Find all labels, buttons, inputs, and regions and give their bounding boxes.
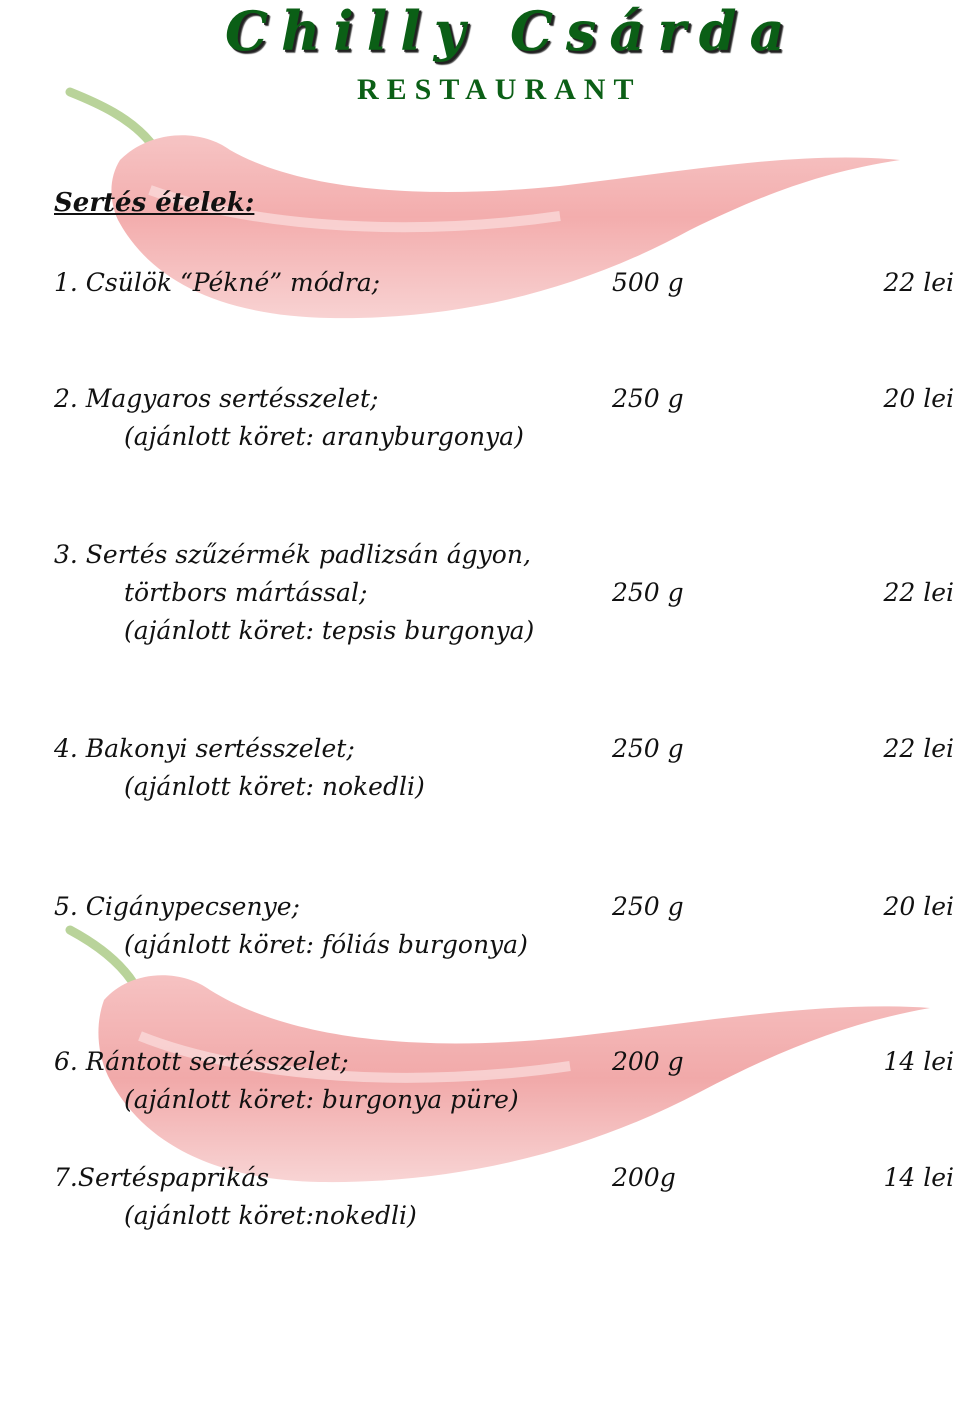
menu-item-weight: 200g <box>612 1163 676 1192</box>
menu-item <box>0 1043 960 1119</box>
menu-item-weight: 500 g <box>612 268 684 297</box>
menu-item-price: 22 lei <box>883 734 954 763</box>
menu-item <box>0 536 960 650</box>
menu-item-side-dish: (ajánlott köret: aranyburgonya) <box>124 422 524 451</box>
menu-item-weight: 250 g <box>612 734 684 763</box>
menu-item-name: 4. Bakonyi sertésszelet; <box>54 734 355 763</box>
menu-item <box>0 264 960 302</box>
menu-item-price: 14 lei <box>883 1047 954 1076</box>
menu-item-name: 2. Magyaros sertésszelet; <box>54 384 379 413</box>
menu-item-name-continued: törtbors mártással; <box>124 578 368 607</box>
restaurant-subtitle: RESTAURANT <box>357 73 642 106</box>
menu-item-price: 20 lei <box>883 384 954 413</box>
menu-item-side-dish: (ajánlott köret: burgonya püre) <box>124 1085 519 1114</box>
restaurant-title: Chilly Csárda <box>225 0 798 63</box>
menu-item-side-dish: (ajánlott köret: tepsis burgonya) <box>124 616 535 645</box>
menu-item-weight: 250 g <box>612 892 684 921</box>
menu-item-side-dish: (ajánlott köret: nokedli) <box>124 772 425 801</box>
menu-item-name: 1. Csülök “Pékné” módra; <box>54 268 381 297</box>
menu-item-name: 6. Rántott sertésszelet; <box>54 1047 349 1076</box>
menu-item-price: 22 lei <box>883 268 954 297</box>
menu-item <box>0 730 960 806</box>
menu-item-name: 7.Sertéspaprikás <box>54 1163 270 1192</box>
menu-item-weight: 250 g <box>612 578 684 607</box>
menu-item-price: 20 lei <box>883 892 954 921</box>
menu-item-weight: 250 g <box>612 384 684 413</box>
menu-item <box>0 1159 960 1235</box>
menu-item <box>0 380 960 456</box>
section-title: Sertés ételek: <box>54 188 255 218</box>
menu-item <box>0 888 960 964</box>
menu-item-name: 5. Cigánypecsenye; <box>54 892 300 921</box>
menu-item-price: 22 lei <box>883 578 954 607</box>
menu-item-name: 3. Sertés szűzérmék padlizsán ágyon, <box>54 540 531 569</box>
menu-item-price: 14 lei <box>883 1163 954 1192</box>
menu-item-side-dish: (ajánlott köret: fóliás burgonya) <box>124 930 528 959</box>
menu-item-side-dish: (ajánlott köret:nokedli) <box>124 1201 417 1230</box>
menu-item-weight: 200 g <box>612 1047 684 1076</box>
